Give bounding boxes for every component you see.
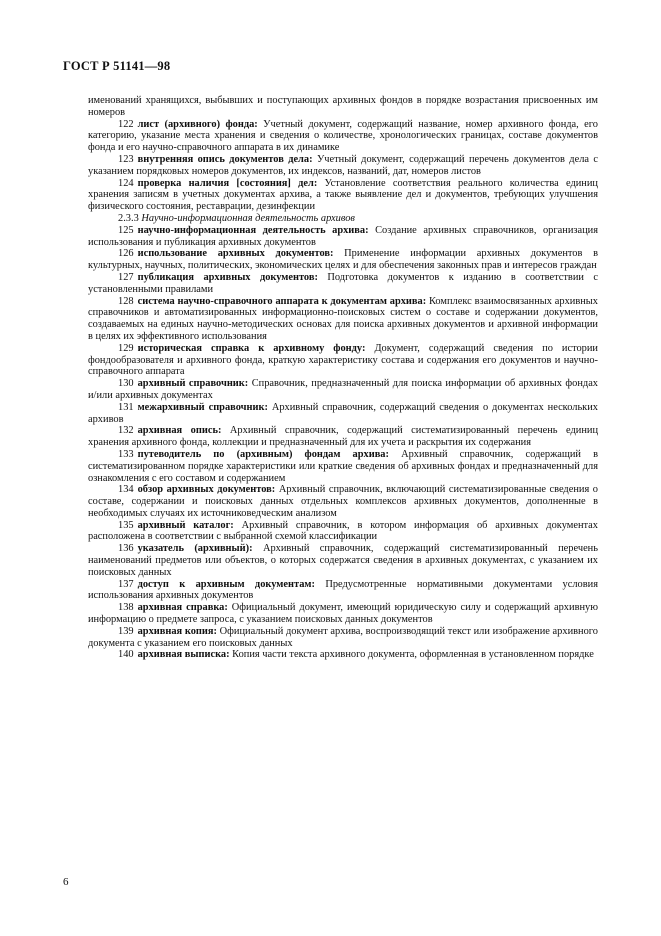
- entry-definition: Документ, содержащий сведения по истории фондообразователя и архивного фонда, краткую характеристику состава и содержания его документов и научно-справочного аппарата: [88, 342, 598, 378]
- term-entry: [88, 626, 598, 650]
- entry-number: 124: [118, 177, 134, 189]
- term-entry: [88, 154, 598, 178]
- term-entries-list-2: [88, 225, 598, 661]
- term-entry: [88, 649, 598, 661]
- entry-number: 125: [118, 224, 134, 236]
- entry-definition: Архивный справочник, содержащий в систематизированном порядке характеристики или краткие сведения об архивных фондах и предназначенный для ознакомления с его составом и содержанием: [88, 448, 598, 484]
- entry-number: 139: [118, 625, 134, 637]
- document-body: [88, 95, 598, 661]
- entry-term: историческая справка к архивному фонду:: [137, 342, 366, 354]
- entry-definition: Учетный документ, содержащий перечень документов дела с указанием порядковых номеров документов, их индексов, названий, дат, номеров листов: [88, 153, 598, 177]
- entry-definition: Применение информации архивных документов в культурных, научных, политических, экономических целях и для обеспечения законных прав и интересов граждан: [88, 248, 598, 272]
- entry-number: 127: [118, 271, 134, 283]
- entry-definition: Официальный документ, имеющий юридическую силу и содержащий архивную информацию о предмете запроса, с указанием поисковых данных документов: [88, 602, 598, 626]
- term-entry: [88, 579, 598, 603]
- entry-term: архивная выписка:: [137, 649, 230, 661]
- document-header: ГОСТ Р 51141—98: [63, 59, 171, 73]
- entry-definition: Подготовка документов к изданию в соответствии с установленными правилами: [88, 271, 598, 295]
- term-entry: [88, 425, 598, 449]
- entry-definition: Предусмотренные нормативными документами условия использования архивных документов: [88, 578, 598, 602]
- intro-paragraph: именований хранящихся, выбывших и поступающих архивных фондов в порядке возрастания присвоенных им номеров: [88, 95, 598, 118]
- entry-definition: Архивный справочник, содержащий систематизированный перечень единиц хранения архивного фонда, коллекции и предназначенный для их учета и раскрытия их содержания: [88, 425, 598, 449]
- entry-number: 132: [118, 425, 134, 437]
- term-entry: [88, 248, 598, 272]
- entry-definition: Официальный документ архива, воспроизводящий текст или изображение архивного документа с указанием его поисковых данных: [88, 625, 598, 649]
- term-entry: [88, 402, 598, 426]
- entry-number: 135: [118, 519, 134, 531]
- entry-number: 129: [118, 342, 134, 354]
- entry-term: доступ к архивным документам:: [137, 578, 315, 590]
- entry-term: указатель (архивный):: [137, 543, 253, 555]
- entry-number: 138: [118, 602, 134, 614]
- entry-term: межархивный справочник:: [137, 401, 268, 413]
- entry-definition: Архивный справочник, включающий систематизированные сведения о составе, содержании и поисковых данных отдельных комплексов архивных документов, дополненные в необходимых случаях их источниковедческим анализом: [88, 484, 598, 519]
- section-heading: [88, 213, 598, 225]
- entry-definition: Копия части текста архивного документа, оформленная в установленном порядке: [232, 649, 594, 661]
- entry-number: 133: [118, 448, 134, 460]
- entry-number: 136: [118, 543, 134, 555]
- entry-definition: Создание архивных справочников, организация использования и публикация архивных документов: [88, 224, 598, 248]
- entry-term: архивный каталог:: [137, 519, 234, 531]
- term-entry: [88, 520, 598, 544]
- entry-definition: Архивный справочник, содержащий систематизированный перечень наименований предметов или объектов, о которых содержатся сведения в архивных документах, с указанием их поисковых данных: [88, 543, 598, 578]
- section-number: 2.3.3: [118, 212, 139, 224]
- entry-number: 134: [118, 484, 134, 496]
- entry-term: архивная копия:: [137, 625, 217, 637]
- entry-number: 140: [118, 649, 134, 661]
- term-entry: [88, 119, 598, 154]
- term-entry: [88, 272, 598, 296]
- entry-definition: Комплекс взаимосвязанных архивных справочников и автоматизированных информационно-поисковых систем о составе и содержании документов, создаваемых на единых научно-методических основах для поиска архивных документов и архивной информации в целях их эффективного использования: [88, 295, 598, 342]
- entry-term: проверка наличия [состояния] дел:: [137, 177, 318, 189]
- term-entry: [88, 378, 598, 402]
- entry-definition: Архивный справочник, в котором информация об архивных документах расположена в соответствии с выбранной схемой классификации: [88, 519, 598, 543]
- entry-number: 137: [118, 578, 134, 590]
- entry-definition: Установление соответствия реального количества единиц хранения записям в учетных документах архива, а также выявление дел и документов, требующих улучшения физического состояния, реставрации, дезинфекции: [88, 177, 598, 213]
- entry-term: архивный справочник:: [137, 378, 249, 390]
- term-entry: [88, 543, 598, 578]
- entry-definition: Учетный документ, содержащий название, номер архивного фонда, его категорию, указание места хранения и сведения о количестве, хронологических границах, составе документов фонда и его научно-справочного аппарата в их динамике: [88, 118, 598, 154]
- entry-term: лист (архивного) фонда:: [137, 118, 258, 130]
- page-number: 6: [63, 876, 69, 888]
- entry-term: публикация архивных документов:: [137, 271, 318, 283]
- entry-definition: Архивный справочник, содержащий сведения о документах нескольких архивов: [88, 401, 598, 425]
- entry-term: обзор архивных документов:: [137, 484, 276, 496]
- term-entry: [88, 602, 598, 626]
- term-entry: [88, 484, 598, 519]
- term-entry: [88, 343, 598, 378]
- term-entry: [88, 178, 598, 213]
- section-title: Научно-информационная деятельность архивов: [141, 212, 355, 224]
- entry-number: 122: [118, 118, 134, 130]
- entry-number: 130: [118, 378, 134, 390]
- entry-number: 126: [118, 248, 134, 260]
- term-entry: [88, 225, 598, 249]
- entry-term: архивная опись:: [137, 425, 222, 437]
- entry-number: 131: [118, 401, 134, 413]
- term-entry: [88, 449, 598, 484]
- entry-term: научно-информационная деятельность архива:: [137, 224, 369, 236]
- entry-number: 128: [118, 295, 134, 307]
- entry-definition: Справочник, предназначенный для поиска информации об архивных фондах и/или архивных документах: [88, 378, 598, 401]
- entry-term: архивная справка:: [137, 602, 228, 614]
- term-entry: [88, 296, 598, 343]
- entry-number: 123: [118, 153, 134, 165]
- entry-term: внутренняя опись документов дела:: [137, 153, 313, 165]
- entry-term: использование архивных документов:: [137, 248, 334, 260]
- term-entries-list: [88, 119, 598, 213]
- entry-term: система научно-справочного аппарата к документам архива:: [137, 295, 427, 307]
- entry-term: путеводитель по (архивным) фондам архива:: [137, 448, 389, 460]
